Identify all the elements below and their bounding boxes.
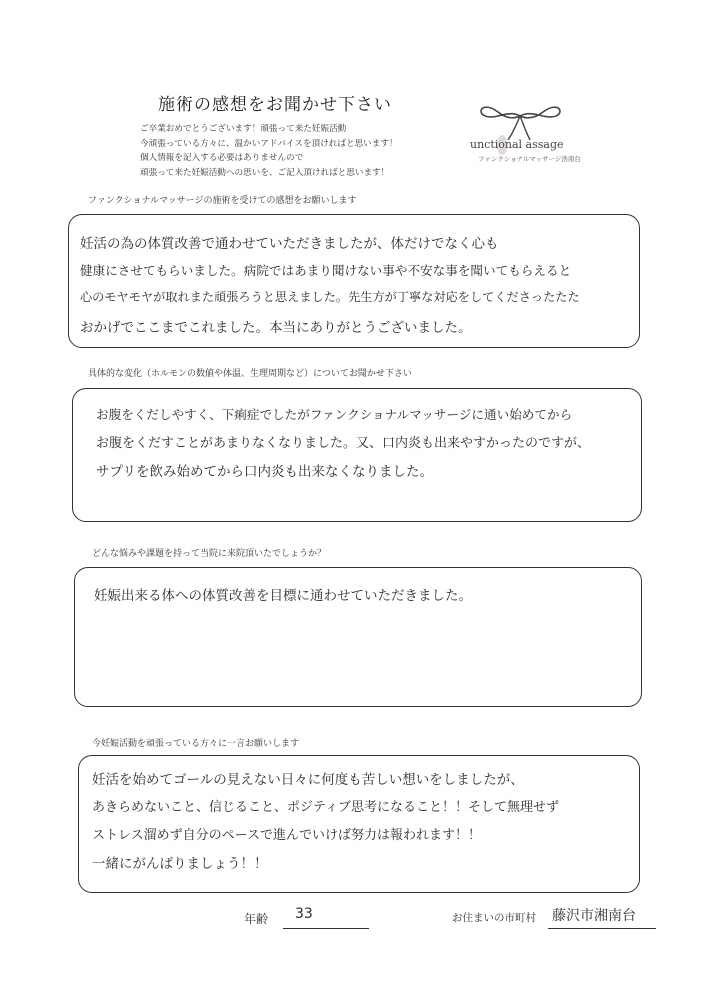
answer-line: 健康にさせてもらいました。病院ではあまり聞けない事や不安な事を聞いてもらえると — [80, 263, 572, 278]
logo-subtitle: ファンクショナルマッサージ浩南台 — [478, 155, 581, 163]
answer-line: おかげでここまでこれました。本当にありがとうございました。 — [80, 320, 472, 336]
form-title: 施術の感想をお聞かせ下さい — [158, 95, 392, 115]
question-label: どんな悩みや課題を持って当院に来院頂いたでしょうか？ — [92, 549, 327, 559]
answer-line: ストレス溜めず自分のペースで進んでいけば努力は報われます！！ — [92, 828, 481, 843]
address-label: お住まいの市町村 — [452, 912, 536, 924]
age-value: 33 — [295, 906, 313, 922]
age-label: 年齢 — [244, 912, 269, 926]
question-label: 具体的な変化（ホルモンの数値や体温、生理周期など）についてお聞かせ下さい — [88, 369, 412, 379]
logo-wordmark: unctional assage — [470, 138, 564, 151]
question-label: ファンクショナルマッサージの施術を受けての感想をお願いします — [88, 196, 357, 206]
answer-line: 妊活を始めてゴールの見えない日々に何度も苦しい想いをしましたが、 — [92, 772, 524, 788]
answer-line: サプリを飲み始めてから口内炎も出来なくなりました。 — [96, 464, 433, 480]
intro-line: 今頑張っている方々に、温かいアドバイスを頂ければと思います！ — [140, 138, 398, 149]
intro-line: 頑張って来た妊娠活動への思いを、ご記入頂ければと思います！ — [140, 167, 390, 178]
answer-line: 心のモヤモヤが取れまた頑張ろうと思えました。先生方が丁寧な対応をしてくださったたた — [80, 290, 580, 304]
intro-text — [140, 122, 398, 180]
answer-line: 妊活の為の体質改善で通わせていただきましたが、体だけでなく心も — [80, 236, 499, 252]
answer-line: 妊娠出来る体への体質改善を目標に通わせていただきました。 — [94, 588, 472, 604]
answer-line: あきらめないこと、信じること、ポジティブ思考になること！！そして無理せず — [92, 800, 559, 815]
question-label: 今妊娠活動を頑張っている方々に一言お願いします — [92, 739, 300, 749]
answer-line: 一緒にがんばりましょう！！ — [92, 856, 268, 872]
age-underline — [283, 922, 369, 929]
intro-line: ご卒業おめでとうございます！頑張って来た妊娠活動 — [140, 124, 347, 134]
intro-line: 個人情報を記入する必要はありませんので — [140, 153, 304, 163]
answer-line: お腹をくだすことがあまりなくなりました。又、口内炎も出来やすかったのですが、 — [96, 436, 591, 451]
address-value: 藤沢市湘南台 — [552, 908, 636, 924]
ribbon-logo-icon — [468, 92, 588, 162]
answer-line: お腹をくだしやすく、下痢症でしたがファンクショナルマッサージに通い始めてから — [96, 407, 573, 422]
